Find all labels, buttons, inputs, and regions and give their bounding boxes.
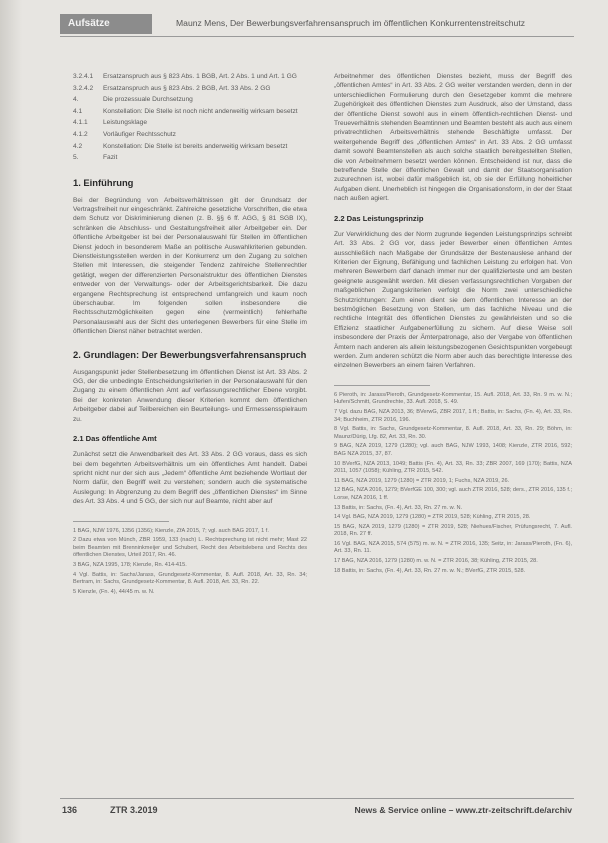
footnotes-left (73, 528, 307, 597)
toc-number: 3.2.4.2 (73, 84, 94, 92)
toc-text: Ersatzanspruch aus § 823 Abs. 1 BGB, Art. 2 Abs. 1 und Art. 1 GG (103, 73, 297, 80)
toc-text: Vorläufiger Rechtsschutz (103, 130, 176, 138)
footnote: 11 BAG, NZA 2019, 1279 (1280) = ZTR 2019, 1; Fuchs, NZA 2019, 26. (334, 477, 510, 484)
subsection-heading: 2.2 Das Leistungsprinzip (334, 213, 424, 223)
scan-shadow (0, 0, 22, 843)
footnote: 17 BAG, NZA 2016, 1279 (1280) m. w. N. = ZTR 2016, 38; Kühling, ZTR 2015, 28. (334, 558, 538, 565)
footnote: 6 Pieroth, in: Jarass/Pieroth, Grundgesetz-Kommentar, 15. Aufl. 2018, Art. 33, Rn. 9 m. w. N.; Hufen/Schmitt, Grundrechte, 33. Aufl. 2018, S. 49. (334, 391, 572, 406)
footnote: 10 BVerfG, NZA 2013, 1049; Battis (Fn. 4), Art. 33, Rn. 33; ZBR 2007, 169 (170); Battis, NZA 2011, 1057 (1058); Kühling, ZTR 2015, 542. (334, 460, 572, 475)
footnote: 16 Vgl. BAG, NZA 2015, 574 (575) m. w. N. = ZTR 2016, 135; Seitz, in: Jarass/Pieroth, (Fn. 6), Art. 33, Rn. 11. (334, 540, 572, 555)
footnote: 3 BAG, NZA 1995, 178; Kienzle, Rn. 414-415. (73, 561, 187, 568)
footnote: 13 Battis, in: Sachs, (Fn. 4), Art. 33, Rn. 27 m. w. N. (334, 504, 463, 511)
toc-row (73, 72, 307, 81)
footnote: 2 Dazu etwa von Münch, ZBR 1959, 133 (nach) L. Rechtsprechung ist nicht mehr; Mast 22 beim Beamten mit Brenninkmeijer und Schubert, Recht des Arbeitslebens und Rechts des öffentlichen Dienstes, Urteil 2017, Rn. 46. (73, 537, 307, 559)
body-paragraph: Zur Verwirklichung des der Norm zugrunde liegenden Leistungsprinzips schreibt Art. 33 Abs. 2 GG vor, dass jeder Bewerber einen öffentlichen Amtes ausschließlich nach Maßgabe der Grundsätze der Bestenauslese anhand der Kriterien der Eignung, Befähigung und fachlichen Leistung zu erfolgen hat. Von mehreren Bewerbern darf danach immer nur der qualifizierteste und am besten geeignete ausgewählt werden. Mit diesen verfassungsrechtlichen Vorgaben der maßgeblichen Zugangskriterien verfolgt die Norm zwei unterschiedliche Schutzrichtungen: Zum einen dient sie dem öffentlichen Interesse an der bestmöglichen Besetzung von Stellen, um das fachliche Niveau und die rechtliche Integrität des öffentlichen Dienstes zu gewährleisten und so die Effizienz staatlicher Aufgabenerfüllung zu sichern. Auf diese Weise soll insbesondere der Praxis der Ämterpatronage, also der Vergabe von öffentlichen Ämtern nach anderen als allein leistungsbezogenen Gesichtspunkten vorgebeugt werden. Zum anderen schützt die Norm aber auch das berechtigte Interesse des einzelnen Bewerbers an einem fairen Verfahren. (334, 230, 572, 370)
footnote: 9 BAG, NZA 2019, 1279 (1280); vgl. auch BAG, NJW 1993, 1408; Kienzle, ZTR 2016, 592; BAG NZA 2015, 37, 87. (334, 443, 572, 457)
toc-row (73, 153, 307, 162)
toc-text: Konstellation: Die Stelle ist noch nicht anderweitig wirksam besetzt (103, 107, 298, 115)
toc-row (73, 130, 307, 139)
footnotes-right (334, 392, 572, 575)
footnote: 8 Vgl. Battis, in: Sachs, Grundgesetz-Kommentar, 8. Aufl. 2018, Art. 33, Rn. 29; Böhm, in: Maunz/Dürig, Lfg. 82, Art. 33, Rn. 30. (334, 426, 572, 440)
footnote: 12 BAG, NZA 2016, 1279; BVerfGE 100, 300; vgl. auch ZTR 2016, 528; ders., ZTR 2016, 135 f.; Lorse, NZA 2016, 1 ff. (334, 487, 572, 501)
body-paragraph: Bei der Begründung von Arbeitsverhältnissen gilt der Grundsatz der Vertragsfreiheit nur eingeschränkt. Zahlreiche gesetzliche Vorschriften, die etwa dem Schutz vor Diskriminierung dienen (z. B. §§ 6 ff. AGG, § 81 SGB IX), schränken die Abschluss- und Gestaltungsfreiheit aller Arbeitgeber ein. Der öffentliche Arbeitgeber ist bei der Personalauswahl für Stellen im öffentlichen Dienst jedoch in besonderem Maße an politische Auswahlkriterien gebunden. Dienstleistungsstellen werden in der Konkurrenz um den Zugang zu solchen Stellen mit Interessen, die steigender Tendenz zahlreiche Stellenrechtler getätigt, wegen der differenzierten Personalstruktur des öffentlichen Dienstes entweder von der Verwaltungs- oder der Arbeitsgerichtsbarkeit. Die dazu ergangene Rechtsprechung ist entsprechend umfangreich und kaum noch überschaubar. Im folgenden sollen insbesondere die Rechtsschutzmöglichkeiten gegen eine (vermeintlich) fehlerhafte Personalauswahl aus der Sicht des unterlegenen Bewerbers für eine Stelle im öffentlichen Dienst näher betrachtet werden. (73, 196, 307, 336)
section-tag: Aufsätze (60, 14, 152, 34)
footnote: 4 Vgl. Battis, in: Sachs/Jarass, Grundgesetz-Kommentar, 8. Aufl. 2018, Art. 33, Rn. 34; Bertram, in: Sachs, Grundgesetz-Kommentar, 8. Aufl. 2018, Art. 33, Rn. 22. (73, 571, 307, 586)
table-of-contents (73, 72, 307, 163)
toc-row (73, 142, 307, 151)
page-number: 136 (62, 805, 78, 815)
footnote-divider (73, 521, 169, 522)
body-paragraph: Zunächst setzt die Anwendbarkeit des Art. 33 Abs. 2 GG voraus, dass es sich bei dem begehrten Arbeitsverhältnis um ein öffentliches Amt handelt. Dabei spricht nicht nur der sich aus „Jedem“ öffentliche Amt beziehende Wortlaut der Norm dafür, den Begriff weit zu verstehen; sondern auch die systematische Auslegung: In Abgrenzung zu dem Begriff des „öffentlichen Dienstes“ im Sinne des Art. 33 Abs. 4 und 5 GG, der sich nur auf Beamte, nicht aber auf (73, 451, 307, 506)
footnote-divider (334, 385, 430, 386)
toc-number: 4.1.2 (73, 130, 88, 138)
toc-number: 4.2 (73, 142, 83, 150)
toc-row (73, 107, 307, 116)
toc-text: Ersatzanspruch aus § 823 Abs. 2 BGB, Art. 33 Abs. 2 GG (103, 84, 271, 92)
footnote: 14 Vgl. BAG, NZA 2019, 1279 (1280) = ZTR 2019, 528; Kühling, ZTR 2015, 28. (334, 514, 531, 521)
journal-issue: ZTR 3.2019 (110, 805, 158, 815)
toc-text: Fazit (103, 154, 118, 162)
toc-number: 4.1.1 (73, 119, 88, 127)
footnote: 18 Battis, in: Sachs, (Fn. 4), Art. 33, Rn. 27 m. w. N.; BVerfG, ZTR 2015, 528. (334, 567, 526, 574)
toc-number: 5. (73, 154, 79, 162)
left-column (73, 72, 307, 598)
toc-text: Leistungsklage (103, 119, 147, 127)
toc-number: 4.1 (73, 107, 83, 115)
body-paragraph: Ausgangspunkt jeder Stellenbesetzung im öffentlichen Dienst ist Art. 33 Abs. 2 GG, der die unbedingte Entscheidungskriterien in der Personalauswahl für den Zugang zu einem öffentlichen Amt auf verfassungsrechtlicher Ebene vorgibt. Bei der konkreten Anwendung dieser Kriterien kommt dem öffentlichen Arbeitgeber dabei auf Teilbereichen ein Beurteilungs- und Ermessensspielraum zu. (73, 368, 307, 423)
footnote: 7 Vgl. dazu BAG, NZA 2013, 36; BVerwG, ZBR 2017, 1 ff.; Battis, in: Sachs, (Fn. 4), Art. 33, Rn. 34; Buchheim, ZTR 2016, 196. (334, 408, 572, 423)
footnote: 5 Kienzle, (Fn. 4), 44/45 m. w. N. (73, 588, 155, 595)
section-heading: 1. Einführung (73, 176, 134, 188)
body-paragraph: Arbeitnehmer des öffentlichen Dienstes bezieht, muss der Begriff des „öffentlichen Amtes“ in Art. 33 Abs. 2 GG weiter verstanden werden, denn in der unterschiedlichen Formulierung durch den Gesetzgeber kommt die mehrere Zugehörigkeit des öffentlichen Dienstes zum Ausdruck, also der Umstand, dass der öffentliche Dienst sowohl aus in einem öffentlich-rechtlichen Dienst- und Treueverhältnis stehenden Beamtinnen und Beamten besteht als auch aus einem privatrechtlichen Arbeitsverhältnis stehende Beschäftigte umfasst. Der weitergehende Begriff des „öffentlichen Amtes“ in Art. 33 Abs. 2 GG umfasst damit sowohl Beamtenstellen als auch solche staatlich bereitgestellten Stellen, die von Arbeitnehmern besetzt werden können. Entscheidend ist nur, dass die betreffende Stelle der öffentlichen Gewalt und damit der Staatsorganisation zuzurechnen ist, wobei dafür maßgeblich ist, ob sie der Erfüllung hoheitlicher Aufgaben dient. Unerheblich ist hingegen die Organisationsform, in der der Staat nach außen agiert. (334, 73, 573, 203)
news-service-link[interactable]: News & Service online – www.ztr-zeitschrift.de/archiv (354, 805, 572, 815)
toc-row (73, 95, 307, 104)
footer-rule (60, 798, 574, 799)
toc-text: Konstellation: Die Stelle ist bereits anderweitig wirksam besetzt (103, 142, 288, 150)
toc-number: 4. (73, 96, 79, 104)
footnote: 15 BAG, NZA 2019, 1279 (1280) = ZTR 2019, 528; Niehues/Fischer, Prüfungsrecht, 7. Aufl. 2018, Rn. 27 ff. (334, 523, 572, 538)
header-rule (60, 36, 574, 37)
subsection-heading: 2.1 Das öffentliche Amt (73, 434, 157, 444)
running-title: Maunz Mens, Der Bewerbungsverfahrensanspruch im öffentlichen Konkurrentenstreitschutz (176, 18, 526, 28)
toc-row (73, 84, 307, 93)
toc-number: 3.2.4.1 (73, 73, 94, 80)
toc-text: Die prozessuale Durchsetzung (103, 96, 193, 104)
section-heading: 2. Grundlagen: Der Bewerbungsverfahrensanspruch (73, 348, 307, 360)
footnote: 1 BAG, NJW 1976, 1356 (1356); Kienzle, ZfA 2015, 7; vgl. auch BAG 2017, 1 f. (73, 527, 269, 534)
right-column (334, 72, 572, 577)
toc-row (73, 118, 307, 127)
